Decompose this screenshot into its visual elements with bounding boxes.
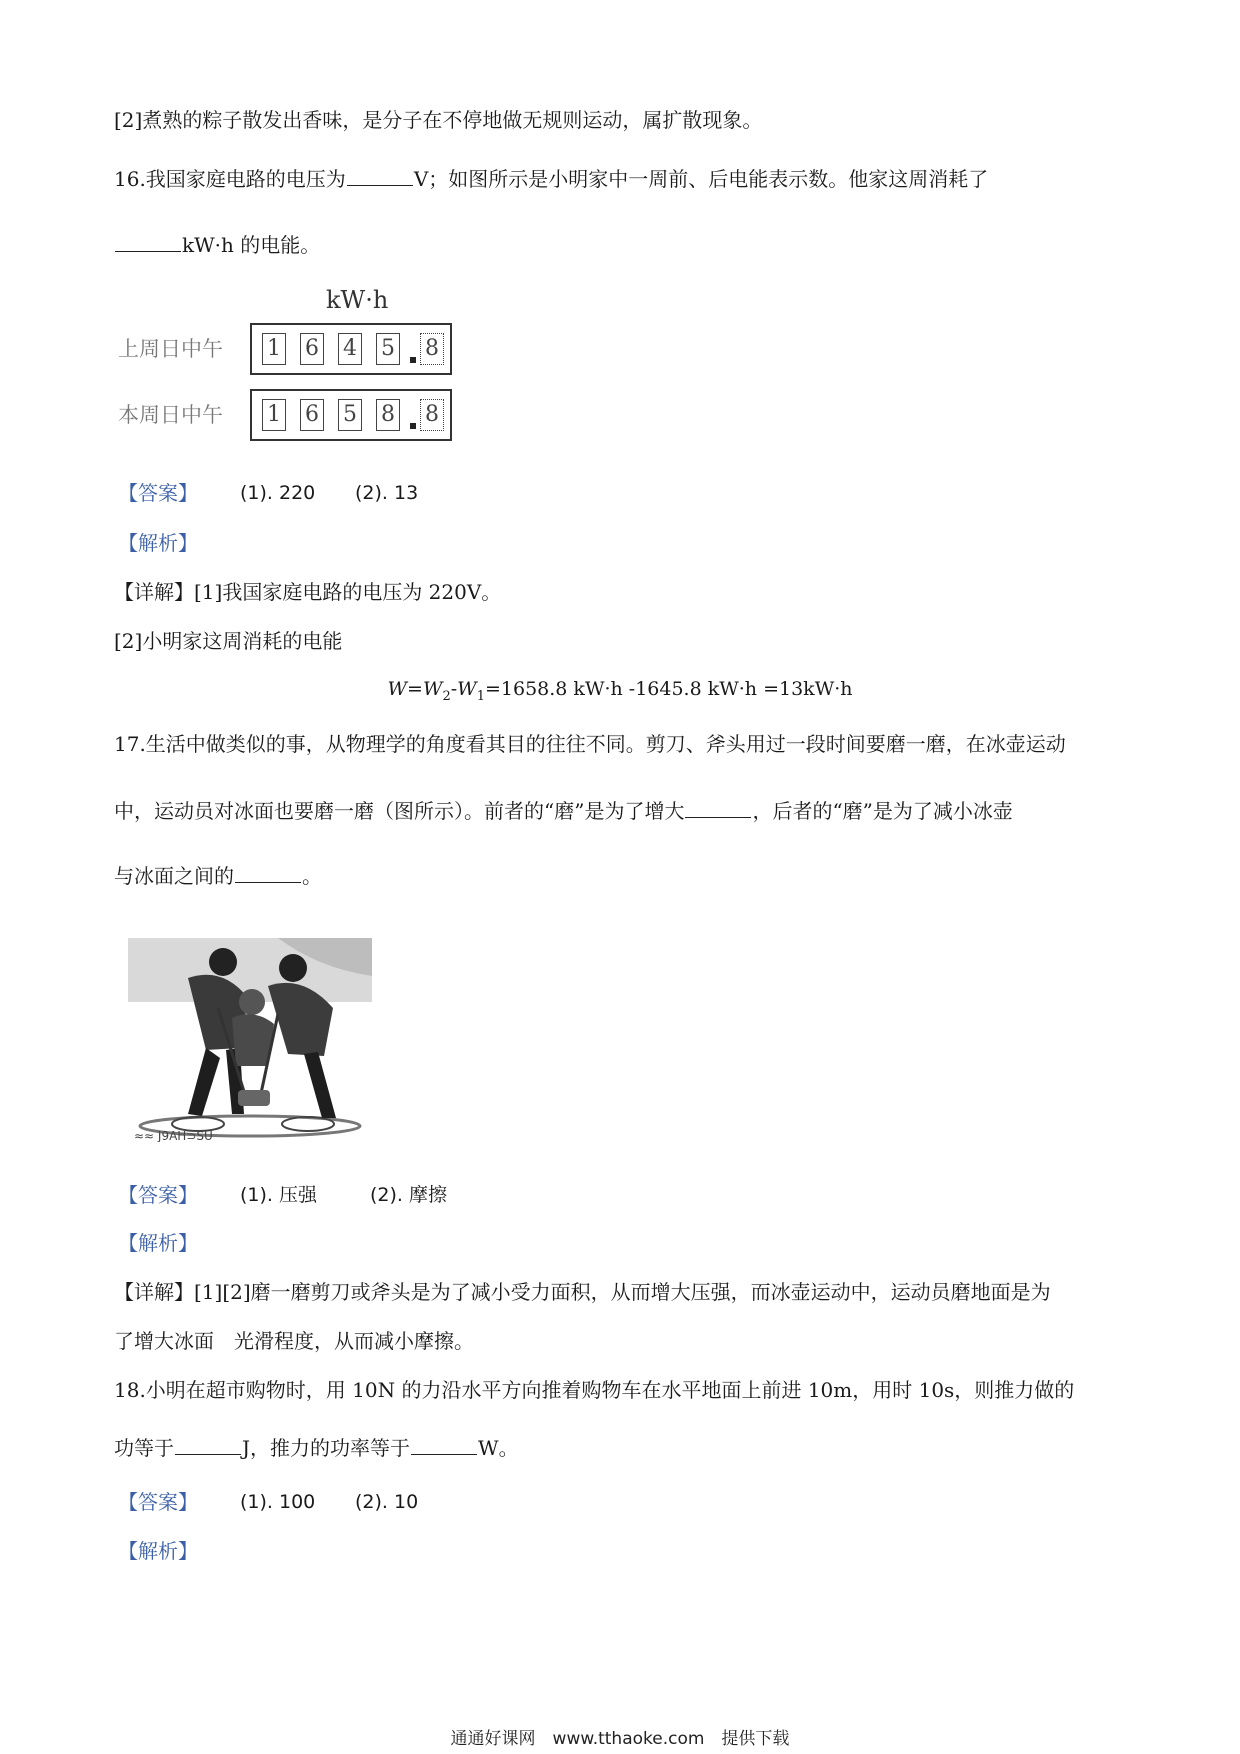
- question-16-text: 16.我国家庭电路的电压为: [114, 167, 346, 191]
- answer-tag: 【答案】: [118, 1183, 198, 1207]
- meter-digit: 8: [376, 399, 400, 431]
- analysis-tag: 【解析】: [118, 1231, 198, 1255]
- formula-sub: 2: [442, 688, 451, 704]
- question-16-line-2: [114, 233, 320, 255]
- question-18-line-1: 18.小明在超市购物时，用 10N 的力沿水平方向推着购物车在水平地面上前进 10m，用时 10s，则推力做的: [114, 1378, 1075, 1402]
- answer-blank: [235, 864, 301, 883]
- answer-1: (1). 220: [240, 482, 316, 504]
- energy-meter-before: [250, 323, 452, 375]
- answer-1: (1). 压强: [240, 1184, 317, 1206]
- answer-2: (2). 13: [355, 482, 419, 504]
- question-16-text: kW·h 的电能。: [182, 233, 321, 257]
- detail-line: [114, 1282, 1051, 1302]
- answer-tag: 【答案】: [118, 481, 198, 505]
- photo-ground-text: ≈≈ J9AH⊃SU: [134, 1129, 213, 1142]
- meter-digit: 5: [338, 399, 362, 431]
- formula: [0, 680, 1240, 703]
- meter-digit: 4: [338, 333, 362, 365]
- analysis-tag: 【解析】: [118, 1539, 198, 1563]
- meter-digit: 1: [262, 399, 286, 431]
- meter-digit-decimal: 8: [420, 399, 444, 431]
- answer-2: (2). 10: [355, 1491, 419, 1513]
- meter-row-label: 本周日中午: [118, 403, 223, 427]
- formula-op: -: [450, 678, 458, 700]
- page-footer: 通通好课网 www.tthaoke.com 提供下载: [450, 1729, 790, 1749]
- text-line: [2]煮熟的粽子散发出香味，是分子在不停地做无规则运动，属扩散现象。: [114, 108, 763, 132]
- meter-unit: kW·h: [326, 286, 389, 314]
- detail-text: [1][2]磨一磨剪刀或斧头是为了减小受力面积，从而增大压强，而冰壶运动中，运动员磨地面是为: [194, 1280, 1051, 1304]
- formula-op: =: [407, 678, 423, 700]
- question-18-text: 功等于: [114, 1436, 174, 1460]
- decimal-point: [410, 423, 416, 429]
- answer-blank: [115, 233, 181, 252]
- energy-meter-after: [250, 389, 452, 441]
- formula-var: W: [457, 678, 477, 700]
- detail-line: [114, 582, 501, 602]
- decimal-point: [410, 357, 416, 363]
- formula-sub: 1: [476, 688, 485, 704]
- question-17-line-1: 17.生活中做类似的事，从物理学的角度看其目的往往不同。剪刀、斧头用过一段时间要磨一磨，在冰壶运动: [114, 732, 1066, 756]
- answer-2: (2). 摩擦: [370, 1184, 447, 1206]
- question-18-line-2: [114, 1436, 519, 1458]
- question-17-text: 与冰面之间的: [114, 864, 234, 888]
- meter-digit: 6: [300, 333, 324, 365]
- question-18-text: W。: [478, 1436, 519, 1460]
- analysis-tag: 【解析】: [118, 531, 198, 555]
- formula-var: W: [387, 678, 408, 700]
- detail-tag: 【详解】: [114, 580, 194, 604]
- question-17-text: ，后者的“磨”是为了减小冰壶: [752, 799, 1013, 823]
- question-18-text: J，推力的功率等于: [242, 1436, 411, 1460]
- answer-blank: [175, 1436, 241, 1455]
- curling-photo: [128, 938, 372, 1142]
- formula-rest: =1658.8 kW·h -1645.8 kW·h =13kW·h: [484, 678, 853, 700]
- detail-tag: 【详解】: [114, 1280, 194, 1304]
- meter-digit: 5: [376, 333, 400, 365]
- detail-line: 了增大冰面 光滑程度，从而减小摩擦。: [114, 1329, 474, 1353]
- detail-line: [2]小明家这周消耗的电能: [114, 629, 343, 653]
- question-17-text: 中，运动员对冰面也要磨一磨（图所示）。前者的“磨”是为了增大: [114, 799, 685, 823]
- answer-tag: 【答案】: [118, 1490, 198, 1514]
- question-17-line-3: [114, 864, 322, 886]
- question-17-line-2: [114, 799, 1013, 821]
- meter-row-label: 上周日中午: [118, 337, 223, 361]
- meter-digit: 6: [300, 399, 324, 431]
- answer-1: (1). 100: [240, 1491, 316, 1513]
- answer-blank: [347, 167, 413, 186]
- detail-text: [1]我国家庭电路的电压为 220V。: [194, 580, 502, 604]
- question-17-text: 。: [302, 864, 322, 888]
- meter-digit: 1: [262, 333, 286, 365]
- formula-var: W: [422, 678, 443, 700]
- question-16-text: V；如图所示是小明家中一周前、后电能表示数。他家这周消耗了: [413, 167, 989, 191]
- question-16-line-1: [114, 167, 988, 189]
- answer-blank: [685, 799, 751, 818]
- meter-digit-decimal: 8: [420, 333, 444, 365]
- answer-blank: [411, 1436, 477, 1455]
